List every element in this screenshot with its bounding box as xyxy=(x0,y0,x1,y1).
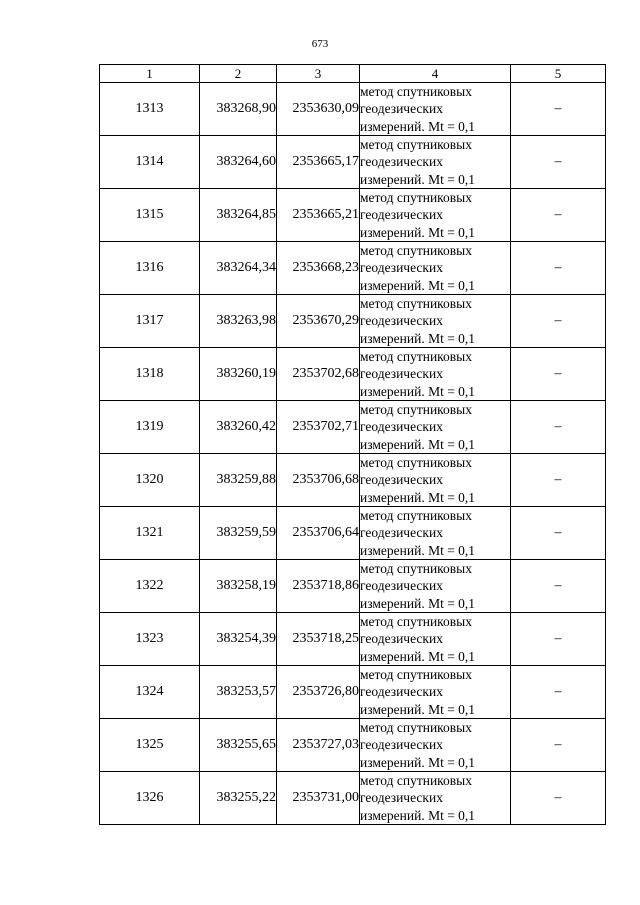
method-line: измерений. Mt = 0,1 xyxy=(360,754,476,770)
coordinates-table xyxy=(99,64,606,825)
x-coordinate-cell: 383254,39 xyxy=(200,613,277,666)
method-line: метод спутниковых xyxy=(360,720,472,735)
table-row xyxy=(100,772,606,825)
y-coordinate-cell: 2353702,68 xyxy=(277,348,360,401)
method-cell xyxy=(360,772,511,825)
table-row xyxy=(100,242,606,295)
x-coordinate-cell: 383264,60 xyxy=(200,136,277,189)
table-row xyxy=(100,666,606,719)
column-header: 2 xyxy=(200,65,277,83)
method-cell xyxy=(360,613,511,666)
note-cell: – xyxy=(511,613,606,666)
method-line: измерений. Mt = 0,1 xyxy=(360,224,476,240)
y-coordinate-cell: 2353670,29 xyxy=(277,295,360,348)
note-cell: – xyxy=(511,454,606,507)
point-number-cell: 1318 xyxy=(100,348,200,401)
method-line: измерений. Mt = 0,1 xyxy=(360,118,476,134)
method-line: измерений. Mt = 0,1 xyxy=(360,595,476,611)
point-number-cell: 1315 xyxy=(100,189,200,242)
method-line: метод спутниковых xyxy=(360,190,472,205)
method-line: метод спутниковых xyxy=(360,773,472,788)
y-coordinate-cell: 2353668,23 xyxy=(277,242,360,295)
column-header: 4 xyxy=(360,65,511,83)
method-line: измерений. Mt = 0,1 xyxy=(360,436,476,452)
note-cell: – xyxy=(511,136,606,189)
point-number-cell: 1317 xyxy=(100,295,200,348)
method-line: измерений. Mt = 0,1 xyxy=(360,277,476,293)
method-line: геодезических xyxy=(360,790,443,806)
note-cell: – xyxy=(511,666,606,719)
method-line: метод спутниковых xyxy=(360,137,472,152)
table-row xyxy=(100,719,606,772)
method-line: метод спутниковых xyxy=(360,508,472,523)
method-line: измерений. Mt = 0,1 xyxy=(360,383,476,399)
x-coordinate-cell: 383253,57 xyxy=(200,666,277,719)
y-coordinate-cell: 2353726,80 xyxy=(277,666,360,719)
method-line: геодезических xyxy=(360,737,443,753)
table-row xyxy=(100,401,606,454)
table-row xyxy=(100,136,606,189)
method-line: геодезических xyxy=(360,366,443,382)
point-number-cell: 1322 xyxy=(100,560,200,613)
table-row xyxy=(100,189,606,242)
method-line: метод спутниковых xyxy=(360,561,472,576)
point-number-cell: 1323 xyxy=(100,613,200,666)
method-line: геодезических xyxy=(360,525,443,541)
method-line: измерений. Mt = 0,1 xyxy=(360,489,476,505)
note-cell: – xyxy=(511,242,606,295)
column-header: 5 xyxy=(511,65,606,83)
method-line: геодезических xyxy=(360,419,443,435)
page-number: 673 xyxy=(311,38,329,50)
method-cell xyxy=(360,507,511,560)
method-line: геодезических xyxy=(360,260,443,276)
y-coordinate-cell: 2353706,64 xyxy=(277,507,360,560)
note-cell: – xyxy=(511,772,606,825)
table-row xyxy=(100,560,606,613)
point-number-cell: 1326 xyxy=(100,772,200,825)
y-coordinate-cell: 2353630,09 xyxy=(277,83,360,136)
note-cell: – xyxy=(511,83,606,136)
method-line: метод спутниковых xyxy=(360,455,472,470)
method-line: геодезических xyxy=(360,207,443,223)
table-row xyxy=(100,507,606,560)
x-coordinate-cell: 383264,85 xyxy=(200,189,277,242)
method-line: измерений. Mt = 0,1 xyxy=(360,648,476,664)
point-number-cell: 1313 xyxy=(100,83,200,136)
table-row xyxy=(100,613,606,666)
method-line: геодезических xyxy=(360,631,443,647)
note-cell: – xyxy=(511,560,606,613)
y-coordinate-cell: 2353702,71 xyxy=(277,401,360,454)
method-line: геодезических xyxy=(360,684,443,700)
method-cell xyxy=(360,295,511,348)
note-cell: – xyxy=(511,348,606,401)
method-cell xyxy=(360,666,511,719)
x-coordinate-cell: 383259,88 xyxy=(200,454,277,507)
method-line: метод спутниковых xyxy=(360,667,472,682)
method-line: метод спутниковых xyxy=(360,402,472,417)
note-cell: – xyxy=(511,507,606,560)
method-cell xyxy=(360,242,511,295)
method-cell xyxy=(360,401,511,454)
method-cell xyxy=(360,189,511,242)
y-coordinate-cell: 2353718,25 xyxy=(277,613,360,666)
method-line: метод спутниковых xyxy=(360,614,472,629)
x-coordinate-cell: 383264,34 xyxy=(200,242,277,295)
table-row xyxy=(100,295,606,348)
y-coordinate-cell: 2353731,00 xyxy=(277,772,360,825)
x-coordinate-cell: 383255,65 xyxy=(200,719,277,772)
method-cell xyxy=(360,719,511,772)
x-coordinate-cell: 383263,98 xyxy=(200,295,277,348)
x-coordinate-cell: 383260,42 xyxy=(200,401,277,454)
point-number-cell: 1319 xyxy=(100,401,200,454)
note-cell: – xyxy=(511,295,606,348)
method-cell xyxy=(360,348,511,401)
y-coordinate-cell: 2353718,86 xyxy=(277,560,360,613)
point-number-cell: 1324 xyxy=(100,666,200,719)
column-header: 1 xyxy=(100,65,200,83)
y-coordinate-cell: 2353727,03 xyxy=(277,719,360,772)
point-number-cell: 1314 xyxy=(100,136,200,189)
column-header: 3 xyxy=(277,65,360,83)
method-line: метод спутниковых xyxy=(360,296,472,311)
note-cell: – xyxy=(511,719,606,772)
method-line: геодезических xyxy=(360,472,443,488)
method-line: измерений. Mt = 0,1 xyxy=(360,701,476,717)
x-coordinate-cell: 383260,19 xyxy=(200,348,277,401)
table-header-row xyxy=(100,65,606,83)
y-coordinate-cell: 2353706,68 xyxy=(277,454,360,507)
y-coordinate-cell: 2353665,21 xyxy=(277,189,360,242)
method-line: геодезических xyxy=(360,313,443,329)
method-line: метод спутниковых xyxy=(360,243,472,258)
table-body xyxy=(100,83,606,825)
method-line: измерений. Mt = 0,1 xyxy=(360,807,476,823)
x-coordinate-cell: 383259,59 xyxy=(200,507,277,560)
point-number-cell: 1321 xyxy=(100,507,200,560)
note-cell: – xyxy=(511,401,606,454)
method-line: измерений. Mt = 0,1 xyxy=(360,542,476,558)
table-row xyxy=(100,454,606,507)
method-line: геодезических xyxy=(360,101,443,117)
method-cell xyxy=(360,560,511,613)
x-coordinate-cell: 383268,90 xyxy=(200,83,277,136)
method-line: измерений. Mt = 0,1 xyxy=(360,171,476,187)
method-line: метод спутниковых xyxy=(360,349,472,364)
method-line: измерений. Mt = 0,1 xyxy=(360,330,476,346)
point-number-cell: 1320 xyxy=(100,454,200,507)
table-row xyxy=(100,348,606,401)
y-coordinate-cell: 2353665,17 xyxy=(277,136,360,189)
method-line: геодезических xyxy=(360,154,443,170)
x-coordinate-cell: 383255,22 xyxy=(200,772,277,825)
method-cell xyxy=(360,454,511,507)
point-number-cell: 1316 xyxy=(100,242,200,295)
method-cell xyxy=(360,136,511,189)
method-line: геодезических xyxy=(360,578,443,594)
method-cell xyxy=(360,83,511,136)
x-coordinate-cell: 383258,19 xyxy=(200,560,277,613)
method-line: метод спутниковых xyxy=(360,84,472,99)
point-number-cell: 1325 xyxy=(100,719,200,772)
note-cell: – xyxy=(511,189,606,242)
table-row xyxy=(100,83,606,136)
